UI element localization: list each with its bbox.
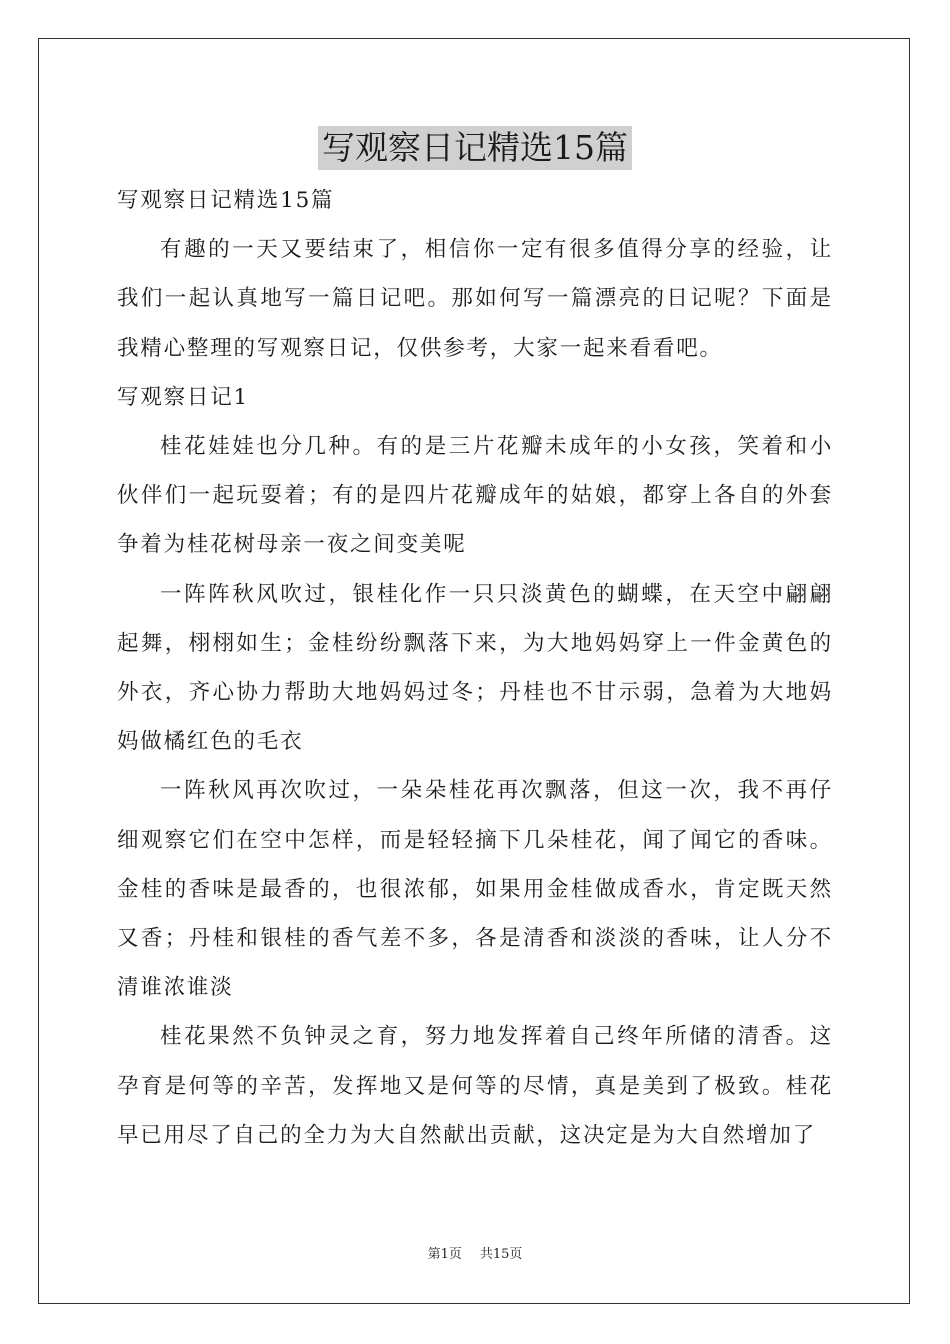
page-total: 共15页 <box>479 1247 523 1262</box>
section-heading: 写观察日记1 <box>117 384 249 410</box>
page-footer <box>0 1246 950 1264</box>
document-body <box>117 176 833 1160</box>
body-paragraph: 有趣的一天又要结束了，相信你一定有很多值得分享的经验，让我们一起认真地写一篇日记吧。那如何写一篇漂亮的日记呢？下面是我精心整理的写观察日记，仅供参考，大家一起来看看吧。 <box>117 237 833 361</box>
subtitle: 写观察日记精选15篇 <box>117 188 335 213</box>
body-paragraph: 桂花果然不负钟灵之育，努力地发挥着自己终年所储的清香。这孕育是何等的辛苦，发挥地又是何等的尽情，真是美到了极致。桂花早已用尽了自己的全力为大自然献出贡献，这决定是为大自然增加了 <box>117 1024 833 1148</box>
page-number: 第1页 <box>427 1247 462 1262</box>
body-paragraph: 桂花娃娃也分几种。有的是三片花瓣未成年的小女孩，笑着和小伙伴们一起玩耍着；有的是四片花瓣成年的姑娘，都穿上各自的外套争着为桂花树母亲一夜之间变美呢 <box>117 434 833 558</box>
document-title: 写观察日记精选15篇 <box>318 126 632 170</box>
body-paragraph: 一阵阵秋风吹过，银桂化作一只只淡黄色的蝴蝶，在天空中翩翩起舞，栩栩如生；金桂纷纷飘落下来，为大地妈妈穿上一件金黄色的外衣，齐心协力帮助大地妈妈过冬；丹桂也不甘示弱，急着为大地妈妈做橘红色的毛衣 <box>117 581 833 755</box>
title-container <box>0 126 950 170</box>
body-paragraph: 一阵秋风再次吹过，一朵朵桂花再次飘落，但这一次，我不再仔细观察它们在空中怎样，而是轻轻摘下几朵桂花，闻了闻它的香味。金桂的香味是最香的，也很浓郁，如果用金桂做成香水，肯定既天然又香；丹桂和银桂的香气差不多，各是清香和淡淡的香味，让人分不清谁浓谁淡 <box>117 778 833 1001</box>
